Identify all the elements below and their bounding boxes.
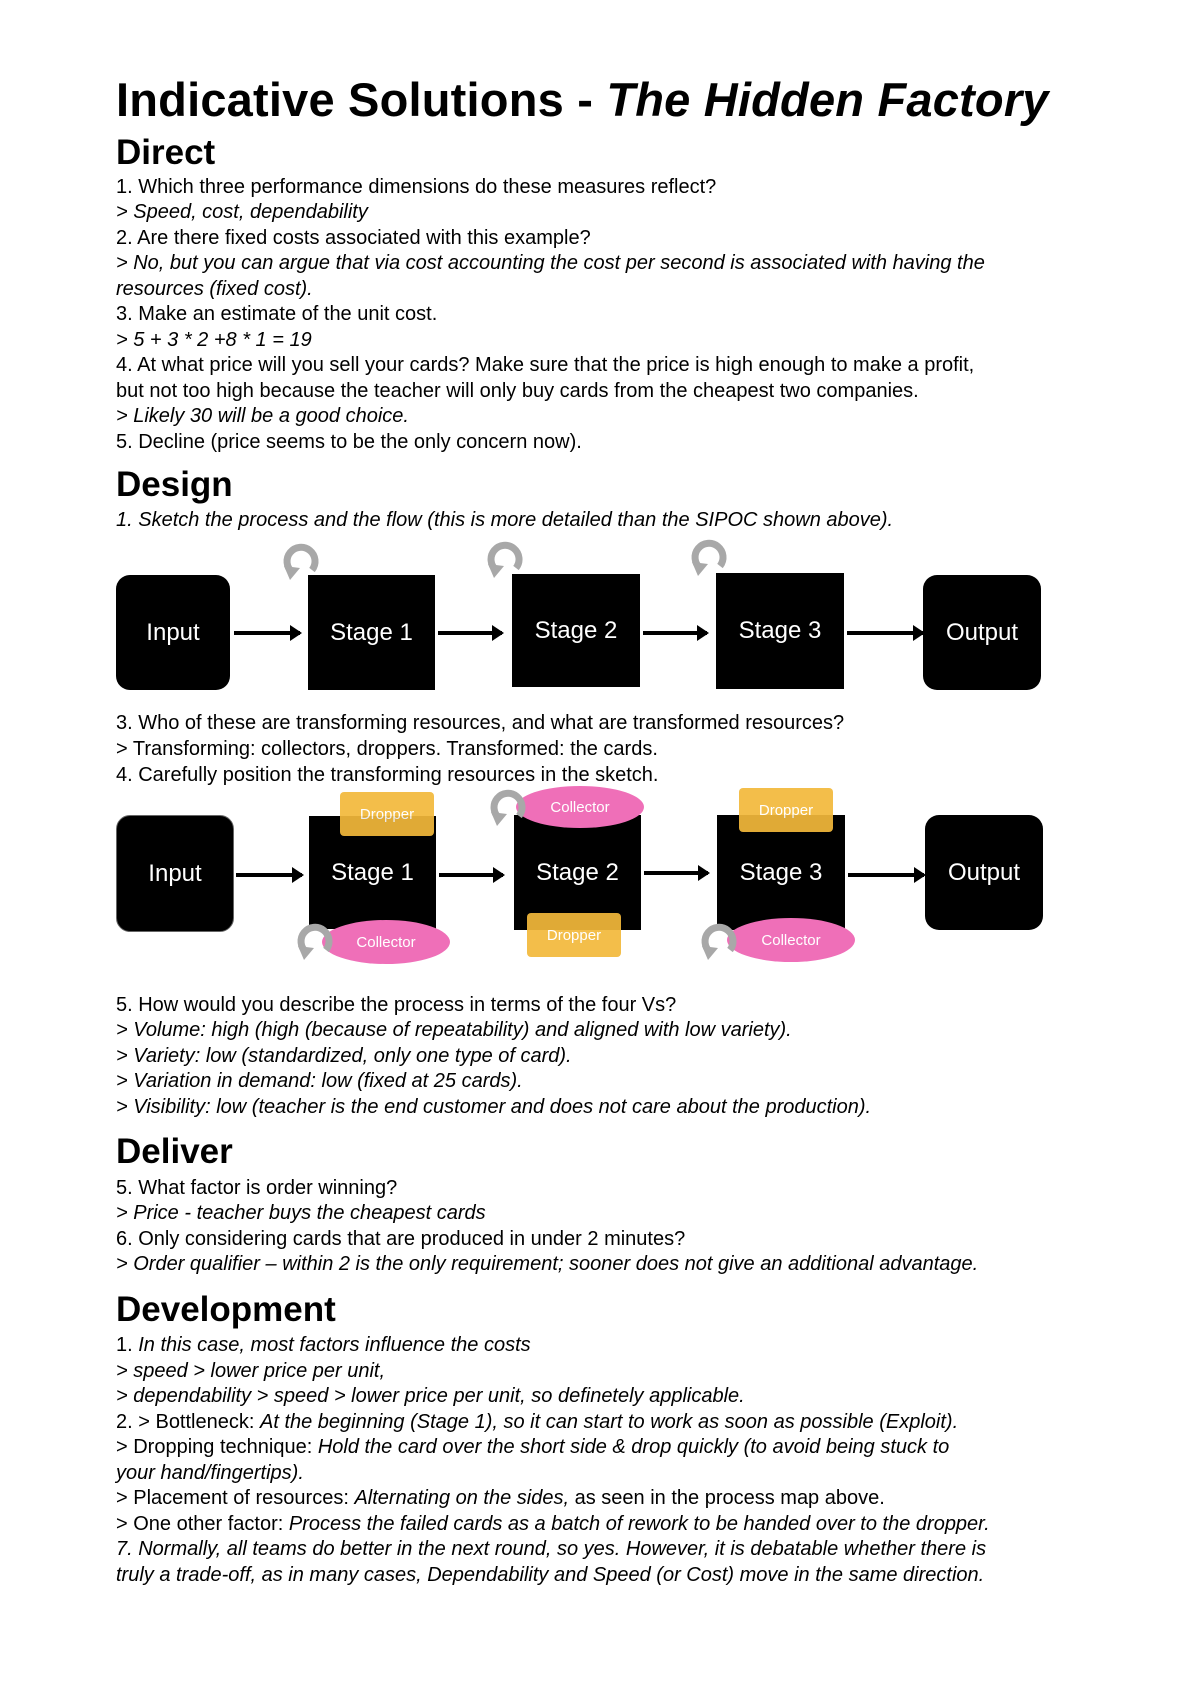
line-tail: as seen in the process map above. (569, 1487, 885, 1509)
title-italic: The Hidden Factory (606, 73, 1049, 126)
rework-loop-icon (696, 920, 740, 964)
flow-arrow (644, 871, 708, 875)
flow-arrow (234, 631, 300, 635)
page-title (116, 72, 1049, 127)
stage-3-node: Stage 3 (716, 573, 844, 689)
rework-loop-icon (292, 920, 336, 964)
direct-heading: Direct (116, 133, 216, 172)
development-line (116, 1333, 531, 1358)
development-line: 7. Normally, all teams do better in the next round, so yes. However, it is debatable whether there is (116, 1538, 987, 1560)
direct-line: > No, but you can argue that via cost accounting the cost per second is associated with having the (116, 252, 985, 274)
direct-line: resources (fixed cost). (116, 278, 313, 300)
development-line (116, 1486, 885, 1511)
line-answer: Process the failed cards as a batch of rework to be handed over to the dropper. (288, 1513, 990, 1535)
flow-arrow (439, 873, 503, 877)
rework-loop-icon (278, 540, 322, 584)
design-line: 5. How would you describe the process in terms of the four Vs? (116, 994, 677, 1016)
design-heading: Design (116, 465, 233, 504)
line-label: > Dropping technique: (116, 1436, 318, 1458)
development-line (116, 1410, 958, 1435)
design-line: > Variety: low (standardized, only one type of card). (116, 1045, 572, 1067)
dropper-tag: Dropper (739, 788, 833, 832)
direct-line: 5. Decline (price seems to be the only concern now). (116, 431, 582, 453)
rework-loop-icon (686, 536, 730, 580)
development-line: your hand/fingertips). (116, 1462, 304, 1484)
deliver-line: > Price - teacher buys the cheapest cards (116, 1202, 486, 1224)
deliver-heading: Deliver (116, 1132, 233, 1171)
line-answer: In this case, most factors influence the costs (138, 1334, 531, 1356)
design-line: > Volume: high (high (because of repeatability) and aligned with low variety). (116, 1019, 792, 1041)
collector-tag: Collector (322, 920, 450, 964)
flow-arrow (236, 873, 302, 877)
direct-line: > 5 + 3 * 2 +8 * 1 = 19 (116, 329, 312, 351)
development-line (116, 1512, 990, 1537)
direct-line: > Speed, cost, dependability (116, 201, 368, 223)
development-line: > speed > lower price per unit, (116, 1360, 386, 1382)
direct-line: 4. At what price will you sell your cards? Make sure that the price is high enough to make a profit, (116, 354, 975, 376)
design-line: > Visibility: low (teacher is the end customer and does not care about the production). (116, 1096, 872, 1118)
rework-loop-icon (485, 786, 529, 830)
design-line: > Transforming: collectors, droppers. Transformed: the cards. (116, 738, 658, 760)
dropper-tag: Dropper (527, 913, 621, 957)
collector-tag: Collector (516, 786, 644, 828)
development-heading: Development (116, 1290, 336, 1329)
rework-loop-icon (482, 538, 526, 582)
development-line: > dependability > speed > lower price per unit, so definetely applicable. (116, 1385, 745, 1407)
output-node: Output (923, 575, 1041, 690)
design-question-1: 1. Sketch the process and the flow (this is more detailed than the SIPOC shown above). (116, 509, 894, 531)
stage-2-node: Stage 2 (514, 815, 641, 930)
line-answer: Alternating on the sides, (354, 1487, 570, 1509)
stage-1-node: Stage 1 (309, 816, 436, 929)
stage-1-node: Stage 1 (308, 575, 435, 690)
line-answer: Hold the card over the short side & drop quickly (to avoid being stuck to (317, 1436, 950, 1458)
output-node: Output (925, 815, 1043, 930)
stage-3-node: Stage 3 (717, 815, 845, 930)
process-flow-diagram (116, 540, 1116, 700)
stage-2-node: Stage 2 (512, 574, 640, 687)
input-node: Input (116, 575, 230, 690)
flow-arrow (848, 873, 924, 877)
development-line (116, 1435, 949, 1460)
line-label: > One other factor: (116, 1513, 289, 1535)
flow-arrow (438, 631, 502, 635)
direct-line: 1. Which three performance dimensions do these measures reflect? (116, 176, 717, 198)
direct-line: but not too high because the teacher will only buy cards from the cheapest two companies. (116, 380, 919, 402)
design-line: > Variation in demand: low (fixed at 25 cards). (116, 1070, 523, 1092)
line-label: 2. > Bottleneck: (116, 1411, 260, 1433)
development-line: truly a trade-off, as in many cases, Dependability and Speed (or Cost) move in the same direction. (116, 1564, 985, 1586)
direct-line: 3. Make an estimate of the unit cost. (116, 303, 438, 325)
resource-placement-diagram (116, 780, 1116, 970)
direct-line: > Likely 30 will be a good choice. (116, 405, 409, 427)
line-label: > Placement of resources: (116, 1487, 355, 1509)
input-node: Input (116, 815, 234, 932)
line-answer: At the beginning (Stage 1), so it can start to work as soon as possible (Exploit). (259, 1411, 959, 1433)
flow-arrow (847, 631, 923, 635)
flow-arrow (643, 631, 707, 635)
deliver-line: 6. Only considering cards that are produced in under 2 minutes? (116, 1228, 686, 1250)
deliver-line: > Order qualifier – within 2 is the only requirement; sooner does not give an additional advantage. (116, 1253, 979, 1275)
direct-line: 2. Are there fixed costs associated with this example? (116, 227, 591, 249)
design-line: 4. Carefully position the transforming resources in the sketch. (116, 764, 659, 786)
line-label: 1. (116, 1334, 139, 1356)
design-line: 3. Who of these are transforming resources, and what are transformed resources? (116, 712, 845, 734)
deliver-line: 5. What factor is order winning? (116, 1177, 398, 1199)
title-main: Indicative Solutions - (116, 73, 607, 126)
dropper-tag: Dropper (340, 792, 434, 836)
collector-tag: Collector (727, 918, 855, 962)
